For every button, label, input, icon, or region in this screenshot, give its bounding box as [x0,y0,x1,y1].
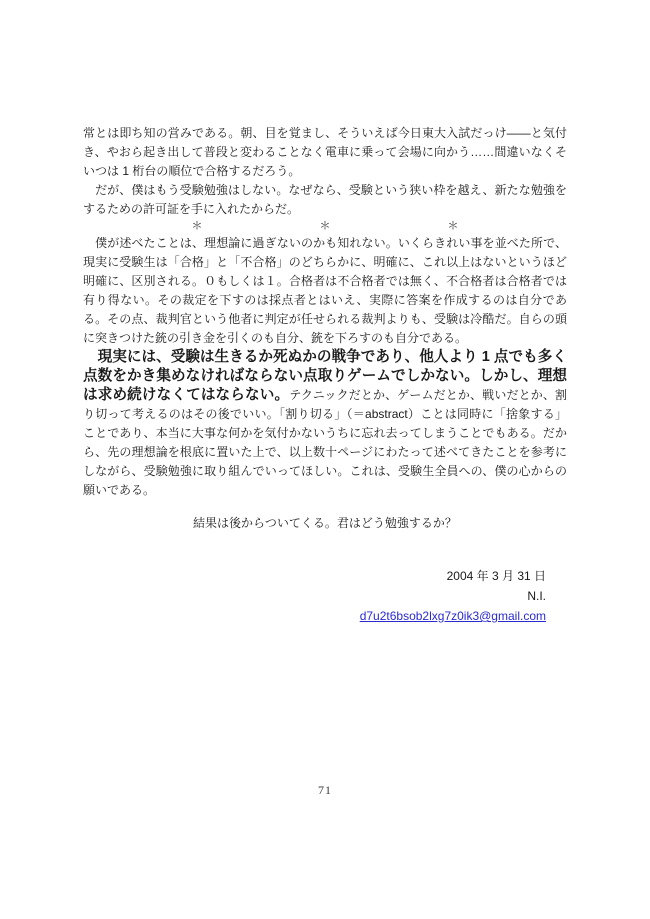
email-link[interactable]: d7u2t6bsob2lxg7z0ik3@gmail.com [359,609,546,623]
paragraph-pass-fail: 僕が述べたことは、理想論に過ぎないのかも知れない。いくらきれい事を並べた所で、現実に受験生は「合格」と「不合格」のどちらかに、明確に、これ以上はないというほど明確に、区別される。０もしくは１。合格者は不合格者では無く、不合格者は合格者では有り得ない。その裁定を下すのは採点者とはいえ、実際に答案を作成するのは自分である。その点、裁判官という他者に判定が任せられる裁判よりも、受験は冷酷だ。自らの頭に突きつけた銃の引き金を引くのも自分、銃を下ろすのも自分である。 [83,236,567,345]
signature-date: 2004 年 3 月 31 日 [446,569,546,583]
page-number: 71 [318,783,332,797]
section-separator [83,219,567,234]
asterisk-glyph: ＊ [447,220,459,232]
closing-question: 結果は後からついてくる。君はどう勉強するか？ [193,516,457,530]
asterisk-glyph: ＊ [191,220,203,232]
bold-emphasis-text: 現実には、受験は生きるか死ぬかの戦争であり、他人より 1 点でも多く点数をかき集めなければならない点取りゲームでしかない。しかし、理想は求め続けなくてはならない。 [83,349,567,403]
paragraph-reality-ideal [83,348,567,500]
body-text-column [83,124,567,500]
signature-block [360,566,546,626]
paragraph-reality-ideal-rest: テクニックだとか、ゲームだとか、戦いだとか、割り切って考えるのはその後でいい。「割り切る」（＝abstract）ことは同時に「捨象する」ことであり、本当に大事な何かを気付かないうちに忘れ去ってしまうことでもある。だから、先の理想論を根底に置いた上で、以上数十ページにわたって述べてきたことを参考にしながら、受験勉強に取り組んでいってほしい。これは、受験生全員への、僕の心からの願いである。 [83,388,567,497]
paragraph-no-more-study: だが、僕はもう受験勉強はしない。なぜなら、受験という狭い枠を越え、新たな勉強をするための許可証を手に入れたからだ。 [83,183,567,216]
signature-initials: N.I. [527,589,546,603]
paragraph-continuation: 常とは即ち知の営みである。朝、目を覚まし、そういえば今日東大入試だっけ——と気付き、やおら起き出して普段と変わることなく電車に乗って会場に向かう……間違いなくそいつは 1 桁台の順位で合格するだろう。 [83,126,567,178]
asterisk-glyph: ＊ [319,220,331,232]
